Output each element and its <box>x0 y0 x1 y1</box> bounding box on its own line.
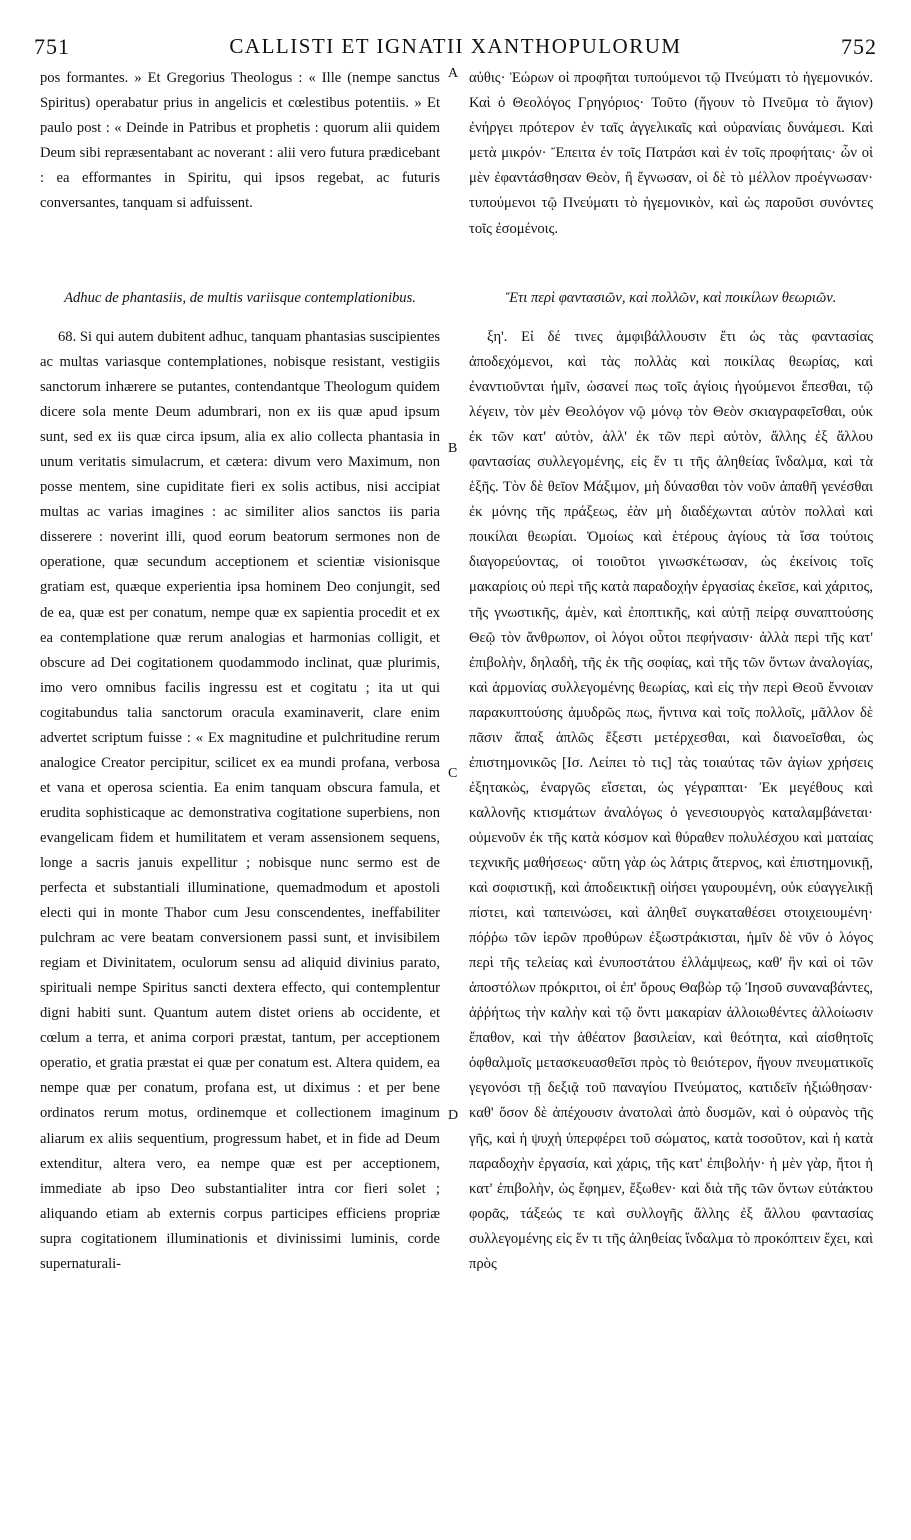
latin-paragraph-68: 68. Si qui autem dubitent adhuc, tanquam phantasias suscipientes ac multas variasque contemplationes, nobisque resistant, vestigiis sanctorum inhærere se putantes, contendantque Theologum quidem dicere sola mente Deum adumbrari, non ex iis quæ apud ipsum sunt, sed ex iis quæ circa ipsum, alia ex alio collecta phantasia in unum veritatis simulacrum, et cætera: divum vero Maximum, non posse mentem, sine cupiditate fieri ex solis actibus, nisi accipiat multas ac varias imagines : ac similiter alios sanctos iis paria disserere : noverint illi, quod eorum beatorum sermones non de operatione, quæ secundum acceptionem et scientiæ visionisque gratiam est, quæque experientia ipsa hominem Deo conjungit, sed de ea, quæ est per conatum, nempe quæ ex sapientia procedit et ex ea contemplatione quæ rerum analogias et harmonias colligit, et obscure ad Dei cogitationem quodammodo inclinat, quæ plurimis, imo vero omnibus facilis ingressu est et cogitatu ; ita ut qui cogitabundus talia sanctorum oracula examinaverit, clare enim advertet scriptum fuisse : « Ex magnitudine et pulchritudine rerum analogice Creator percipitur, scilicet ex ea mundi profana, verbosa et vana et operosa scientia. Ea enim tanquam obscura famula, et erudita sophisticaque ac demonstrativa cogitatione superbiens, non evangelicam fidem et humilitatem et veram assensionem sequens, longe a sacris januis expellitur ; nobisque nunc sermo est de perfecta et substantiali illuminatione, quemadmodum et apostoli electi qui in monte Thabor cum Jesu conscendentes, ineffabiliter pulchram ac vere beatam conversionem passi sunt, et invisibilem regiam et Divinitatem, oculorum sensu ad aliquid divinius parato, spirituali nempe Spiritus sancti dextera effecto, qui contemplentur digni habiti sunt. Quantum autem distet oriens ab occidente, et cœlum a terra, et anima corpori præstat, tantum, per acceptionem operatio, et gratia præstat ei quæ per conatum est. Altera quidem, ea nempe quæ per conatum, profana est, ut diximus : et per bene ordinatos rerum motus, ordinemque et collectionem imaginum aliarum ex aliis sequentium, progressum habet, et in fide ad Deum extenditur, altera vero, ea nempe quæ est per acceptionem, immediate ab ipso Deo substantialiter intra cor fieri solet ; aliquando etiam ab externis corpus participes efficiens propriæ supra cogitationem illuminationis et divinissimi luminis, corde supernaturali- <box>40 329 440 1272</box>
margin-marker-b: B <box>448 441 458 456</box>
latin-intro-text: pos formantes. » Et Gregorius Theologus : « Ille (nempe sanctus Spiritus) operabatur prius in angelicis et cœlestibus potentiis. » Et paulo post : « Deinde in Patribus et prophetis : quorum alii quidem Deum sibi repræsentabant ac noverant : alii vero futura prædicebant : ea efformantes in Spiritu, qui ipsos regebat, ac futuris conversantes, tanquam si adfuissent. <box>40 70 440 212</box>
running-title: CALLISTI ET IGNATII XANTHOPULORUM <box>229 34 682 58</box>
greek-intro-text: αὐθις· Ἐώρων οἱ προφῆται τυπούμενοι τῷ Πνεύματι τὸ ἡγεμονικόν. Καὶ ὁ Θεολόγος Γρηγόριος· Τοῦτο (ἤγουν τὸ Πνεῦμα τὸ ἅγιον) ἐνήργει πρότερον ἐν ταῖς ἀγγελικαῖς καὶ οὐρανίαις δυνάμεσι. Καὶ μετὰ μικρόν· Ἔπειτα ἐν τοῖς Πατράσι καὶ ἐν τοῖς προφήταις· ὧν οἱ μὲν ἐφαντάσθησαν Θεὸν, ἢ ἔγνωσαν, οἱ δὲ τὸ μέλλον προέγνωσαν· τυπούμενοι τῷ Πνεύματι τὸ ἡγεμονικὸν, καὶ ὡς παροῦσι συνόντες τοῖς ἐσομένοις. <box>469 70 873 237</box>
page-number-right: 752 <box>841 34 877 59</box>
greek-paragraph-68: ξη'. Εἰ δέ τινες ἀμφιβάλλουσιν ἔτι ὡς τὰς φαντασίας ἀποδεχόμενοι, καὶ τὰς πολλὰς καὶ ποικίλας θεωρίας, καὶ ἐναντιοῦνται ἡμῖν, ὡσανεί πως τοῖς ἁγίοις ἡγούμενοι ἕπεσθαι, τῷ λέγειν, τὸν μὲν Θεολόγον νῷ μόνῳ τὸν Θεὸν σκιαγραφεῖσθαι, οὐκ ἐκ τῶν κατ' αὐτὸν, ἀλλ' ἐκ τῶν περὶ αὐτὸν, ἄλλης ἐξ ἄλλου φαντασίας συλλεγομένης, εἰς ἕν τι τῆς ἀληθείας ἴνδαλμα, καὶ τὰ ἑξῆς. Τὸν δὲ θεῖον Μάξιμον, μὴ δύνασθαι τὸν νοῦν ἀπαθῆ γενέσθαι ἐκ μόνης τῆς πράξεως, ἐὰν μὴ διαδέχωνται αὐτὸν πολλαὶ καὶ ποικίλαι θεωρίαι. Ὁμοίως καὶ ἑτέρους ἁγίους τὰ ἴσα τούτοις διαγορεύοντας, οἱ τοιοῦτοι γινωσκέτωσαν, ὡς ἐκείνοις τοῖς μακαρίοις οὐ περὶ τῆς κατὰ παραδοχὴν ἐργασίας ἐκεῖσε, καὶ χάριτος, τῆς γνωστικῆς, ἀμὲν, καὶ ἐποπτικῆς, καὶ αὐτῇ πείρᾳ συναπτούσης Θεῷ τὸν ἄνθρωπον, οἱ λόγοι οὗτοι πεφήνασιν· ἀλλὰ περὶ τῆς κατ' ἐπιβολὴν, δηλαδὴ, τῆς ἐκ τῆς σοφίας, καὶ τῆς τῶν ὄντων ἀναλογίας, καὶ ἁρμονίας συλλεγομένης θεωρίας, καὶ εἰς τὴν περὶ Θεοῦ ἔννοιαν παρακυπτούσης ἀμυδρῶς πως, ἥντινα καὶ τοῖς πολλοῖς, μᾶλλον δὲ πᾶσιν ἅπαξ ἁπλῶς ἔξεστι μετέρχεσθαι, καὶ διανοεῖσθαι, ὡς ἐπιστημονικῶς [Ισ. Λείπει τὸ τις] τὰς τοιαύτας τῶν ἁγίων χρήσεις ἐξητακὼς, ἐναργῶς εἴσεται, ὡς γέγραπται· Ἐκ μεγέθους καὶ καλλονῆς κτισμάτων ἀναλόγως ὁ γενεσιουργὸς καταλαμβάνεται· οὐμενοῦν ἐκ τῆς κατὰ κόσμον καὶ θύραθεν πολυλέσχου καὶ ματαίας τεχνικῆς μαθήσεως· αὕτη γὰρ ὡς λάτρις ἄτερνος, καὶ ἐπιστημονικῇ, καὶ σοφιστικῇ, καὶ ἀποδεικτικῇ οἰήσει γαυρουμένη, οὐκ εὐαγγελικῇ πίστει, καὶ ταπεινώσει, καὶ ἀληθεῖ συγκαταθέσει στοιχειουμένη· πόῤῥω τῶν ἱερῶν προθύρων ἐξωστράκισται, ἡμῖν δὲ νῦν ὁ λόγος περὶ τῆς τελείας καὶ ἐνυποστάτου ἐλλάμψεως, καθ' ἣν καὶ οἱ τῶν ἀποστόλων πρόκριτοι, οἱ ἐπ' ὄρους Θαβὼρ τῷ Ἰησοῦ συναναβάντες, ἀῤῥήτως τὴν καλὴν καὶ τῷ ὄντι μακαρίαν ἀλλοιωθέντες ἀλλοίωσιν ἔπαθον, καὶ τὴν ἀθέατον βασιλείαν, καὶ θεότητα, καὶ αἰσθητοῖς ὀφθαλμοῖς μετασκευασθεῖσι πρὸς τὸ θειότερον, ἤγουν πνευματικοῖς γεγονόσι τῇ δεξιᾷ τοῦ παναγίου Πνεύματος, κατιδεῖν ἠξιώθησαν· καθ' ὅσον δὲ ἀπέχουσιν ἀνατολαὶ ἀπὸ δυσμῶν, καὶ ὁ οὐρανὸς τῆς γῆς, καὶ ἡ ψυχὴ ὑπερφέρει τοῦ σώματος, κατὰ τοσοῦτον, καὶ ἡ κατὰ παραδοχὴν ἐργασία, καὶ χάρις, τῆς κατ' ἐπιβολήν· ἡ μὲν γὰρ, ἤτοι ἡ κατ' ἐπιβολὴν, ὡς ἔφημεν, ἔξωθεν· καὶ διὰ τῆς τῶν ὄντων εὐτάκτου φορᾶς, τάξεώς τε καὶ συλλογῆς ἄλλης ἐξ ἄλλου φαντασίας συλλεγομένης εἰς ἕν τι τῆς ἀληθείας ἴνδαλμα τὸ προκόπτειν ἔχει, καὶ πρὸς <box>469 329 873 1272</box>
margin-marker-d: D <box>448 1108 459 1123</box>
margin-marker-c: C <box>448 766 458 781</box>
latin-intro <box>40 66 440 217</box>
page-number-left: 751 <box>34 34 70 59</box>
greek-intro <box>469 66 873 242</box>
greek-section-heading: Ἔτι περὶ φαντασιῶν, καὶ πολλῶν, καὶ ποικίλων θεωριῶν. <box>505 290 837 306</box>
margin-marker-a: A <box>448 66 459 81</box>
greek-section-body <box>469 325 873 1277</box>
latin-section-heading: Adhuc de phantasiis, de multis variisque contemplationibus. <box>64 290 416 306</box>
running-header <box>34 34 877 60</box>
latin-section-body <box>40 325 440 1277</box>
